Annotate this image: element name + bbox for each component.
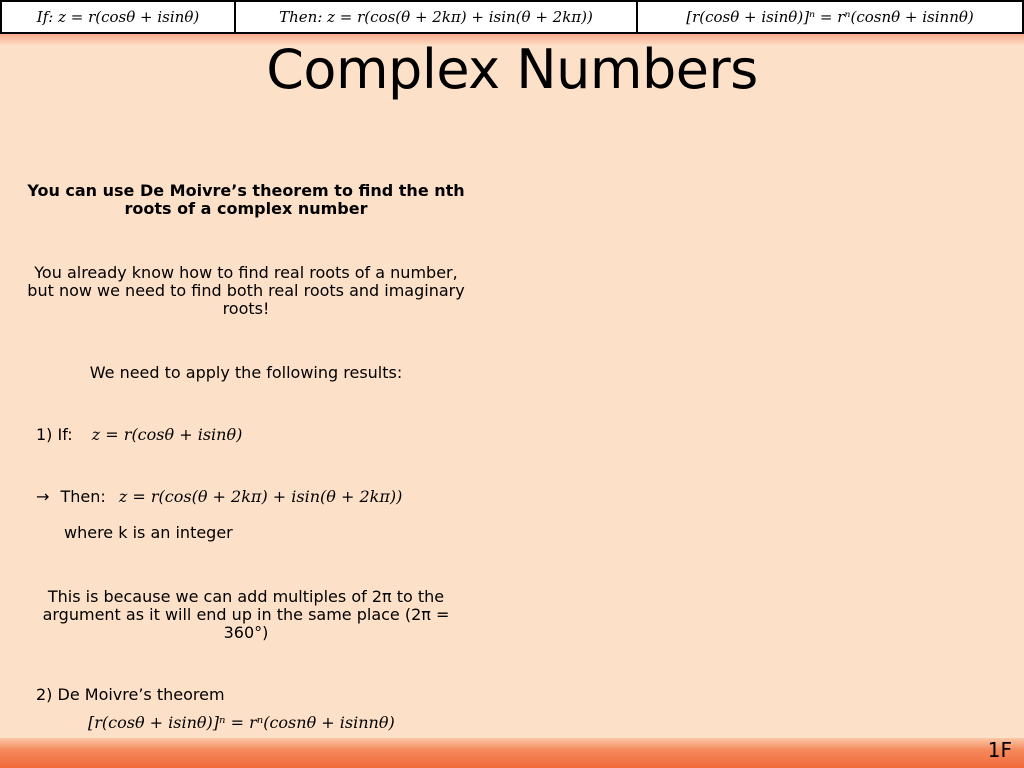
intro-text: You can use De Moivre’s theorem to find the nth roots of a complex number — [27, 181, 465, 218]
already-know-text: You already know how to find real roots of a number, but now we need to find both real roots and imaginary roots! — [27, 263, 465, 318]
apply-results-text: We need to apply the following results: — [89, 363, 403, 382]
formula-box-if: If: z = r(cosθ + isinθ) — [0, 0, 236, 34]
then-formula: z = r(cos(θ + 2kπ) + isin(θ + 2kπ)) — [118, 487, 403, 506]
result-1-formula: z = r(cosθ + isinθ) — [91, 425, 243, 444]
formula-header — [0, 0, 1024, 34]
then-label: Then: — [60, 487, 106, 506]
page-title: Complex Numbers — [266, 38, 758, 101]
result-2-label: 2) De Moivre’s theorem — [36, 685, 225, 704]
because-text: This is because we can add multiples of 2π to the argument as it will end up in the same place (2π = 360°) — [42, 587, 450, 642]
result-2-formula: [r(cosθ + isinθ)]ⁿ = rⁿ(cosnθ + isinnθ) — [88, 713, 395, 732]
slide-code: 1F — [987, 738, 1012, 762]
result-1-label: 1) If: — [36, 425, 73, 444]
result-1 — [36, 426, 242, 444]
arrow-icon: → — [36, 487, 50, 506]
formula-box-then: Then: z = r(cos(θ + 2kπ) + isin(θ + 2kπ)) — [236, 0, 638, 34]
footer-band — [0, 738, 1024, 768]
formula-box-de-moivre: [r(cosθ + isinθ)]ⁿ = rⁿ(cosnθ + isinnθ) — [638, 0, 1024, 34]
result-then — [36, 488, 402, 506]
where-k-text: where k is an integer — [64, 523, 233, 542]
